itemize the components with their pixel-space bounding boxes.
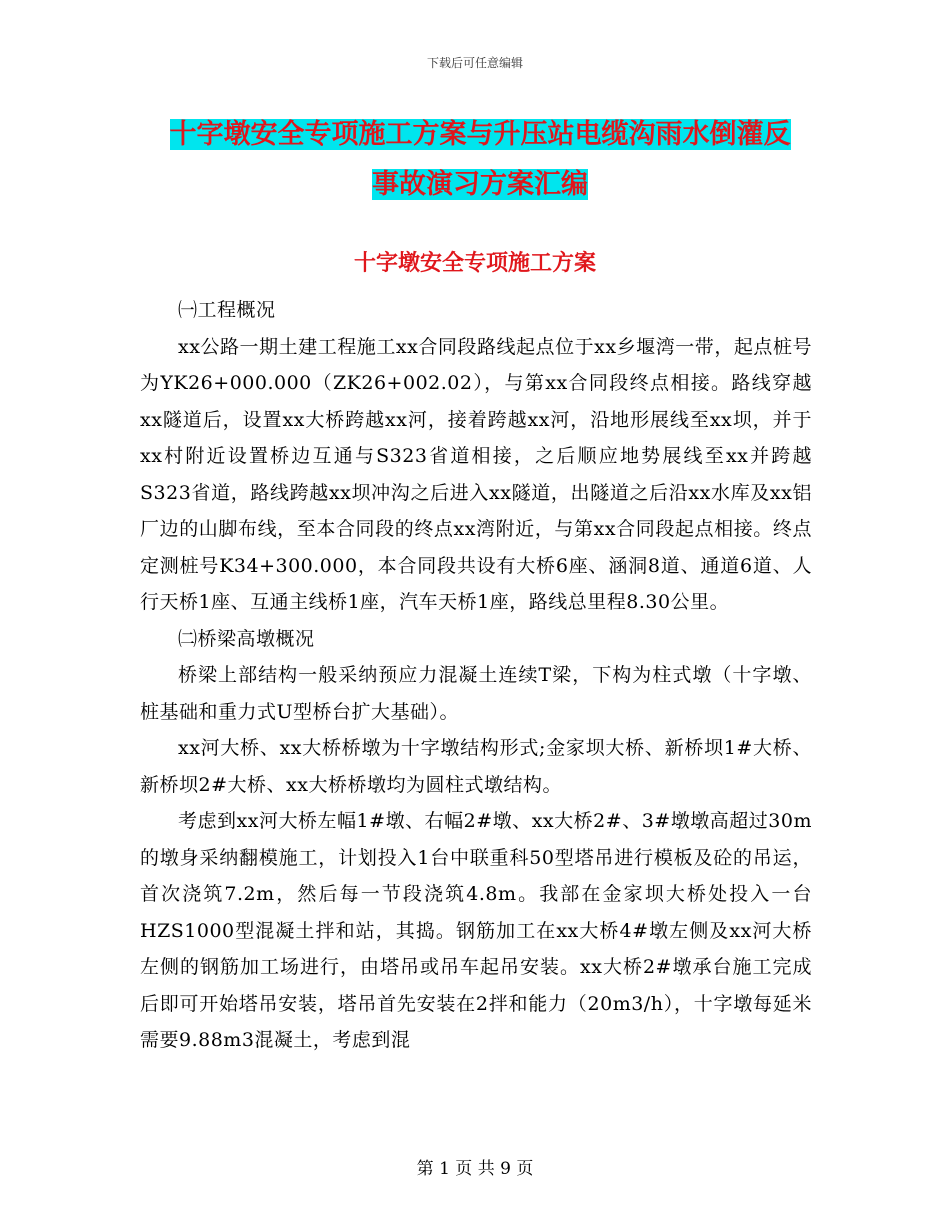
paragraph-construction: 考虑到xx河大桥左幅1#墩、右幅2#墩、xx大桥2#、3#墩墩高超过30m的墩身采纳翻模施工，计划投入1台中联重科50型塔吊进行模板及砼的吊运，首次浇筑7.2m，然后每一节段浇筑4.8m。我部在金家坝大桥处投入一台HZS1000型混凝土拌和站，其捣。钢筋加工在xx大桥4#墩左侧及xx河大桥左侧的钢筋加工场进行，由塔吊或吊车起吊安装。xx大桥2#墩承台施工完成后即可开始塔吊安装，塔吊首先安装在2拌和能力（20m3/h），十字墩每延米需要9.88m3混凝土，考虑到混 <box>140 810 812 1051</box>
page-footer: 第 1 页 共 9 页 <box>416 1159 534 1179</box>
document-title-line-1: 十字墩安全专项施工方案与升压站电缆沟雨水倒灌反 <box>169 119 791 150</box>
header-note: 下载后可任意编辑 <box>426 56 523 70</box>
subheading-bridge: ㈡桥梁高墩概况 <box>178 627 315 650</box>
paragraph-pier-types: xx河大桥、xx大桥桥墩为十字墩结构形式;金家坝大桥、新桥坝1#大桥、新桥坝2#大桥、xx大桥桥墩均为圆柱式墩结构。 <box>140 737 812 796</box>
document-title <box>140 110 820 210</box>
document-title-line-2: 事故演习方案汇编 <box>372 169 588 200</box>
subheading-overview: ㈠工程概况 <box>178 299 276 321</box>
paragraph-bridge-structure: 桥梁上部结构一般采纳预应力混凝土连续T梁，下构为柱式墩（十字墩、桩基础和重力式U型桥台扩大基础）。 <box>140 664 812 723</box>
body-text <box>140 292 812 1059</box>
section-title: 十字墩安全专项施工方案 <box>353 251 596 276</box>
paragraph-overview: xx公路一期土建工程施工xx合同段路线起点位于xx乡堰湾一带，起点桩号为YK26+000.000（ZK26+002.02），与第xx合同段终点相接。路线穿越xx隧道后，设置xx大桥跨越xx河，接着跨越xx河，沿地形展线至xx坝，并于xx村附近设置桥边互通与S323省道相接，之后顺应地势展线至xx并跨越S323省道，路线跨越xx坝冲沟之后进入xx隧道，出隧道之后沿xx水库及xx铝厂边的山脚布线，至本合同段的终点xx湾附近，与第xx合同段起点相接。终点定测桩号K34+300.000，本合同段共设有大桥6座、涵洞8道、通道6道、人行天桥1座、互通主线桥1座，汽车天桥1座，路线总里程8.30公里。 <box>140 335 812 613</box>
